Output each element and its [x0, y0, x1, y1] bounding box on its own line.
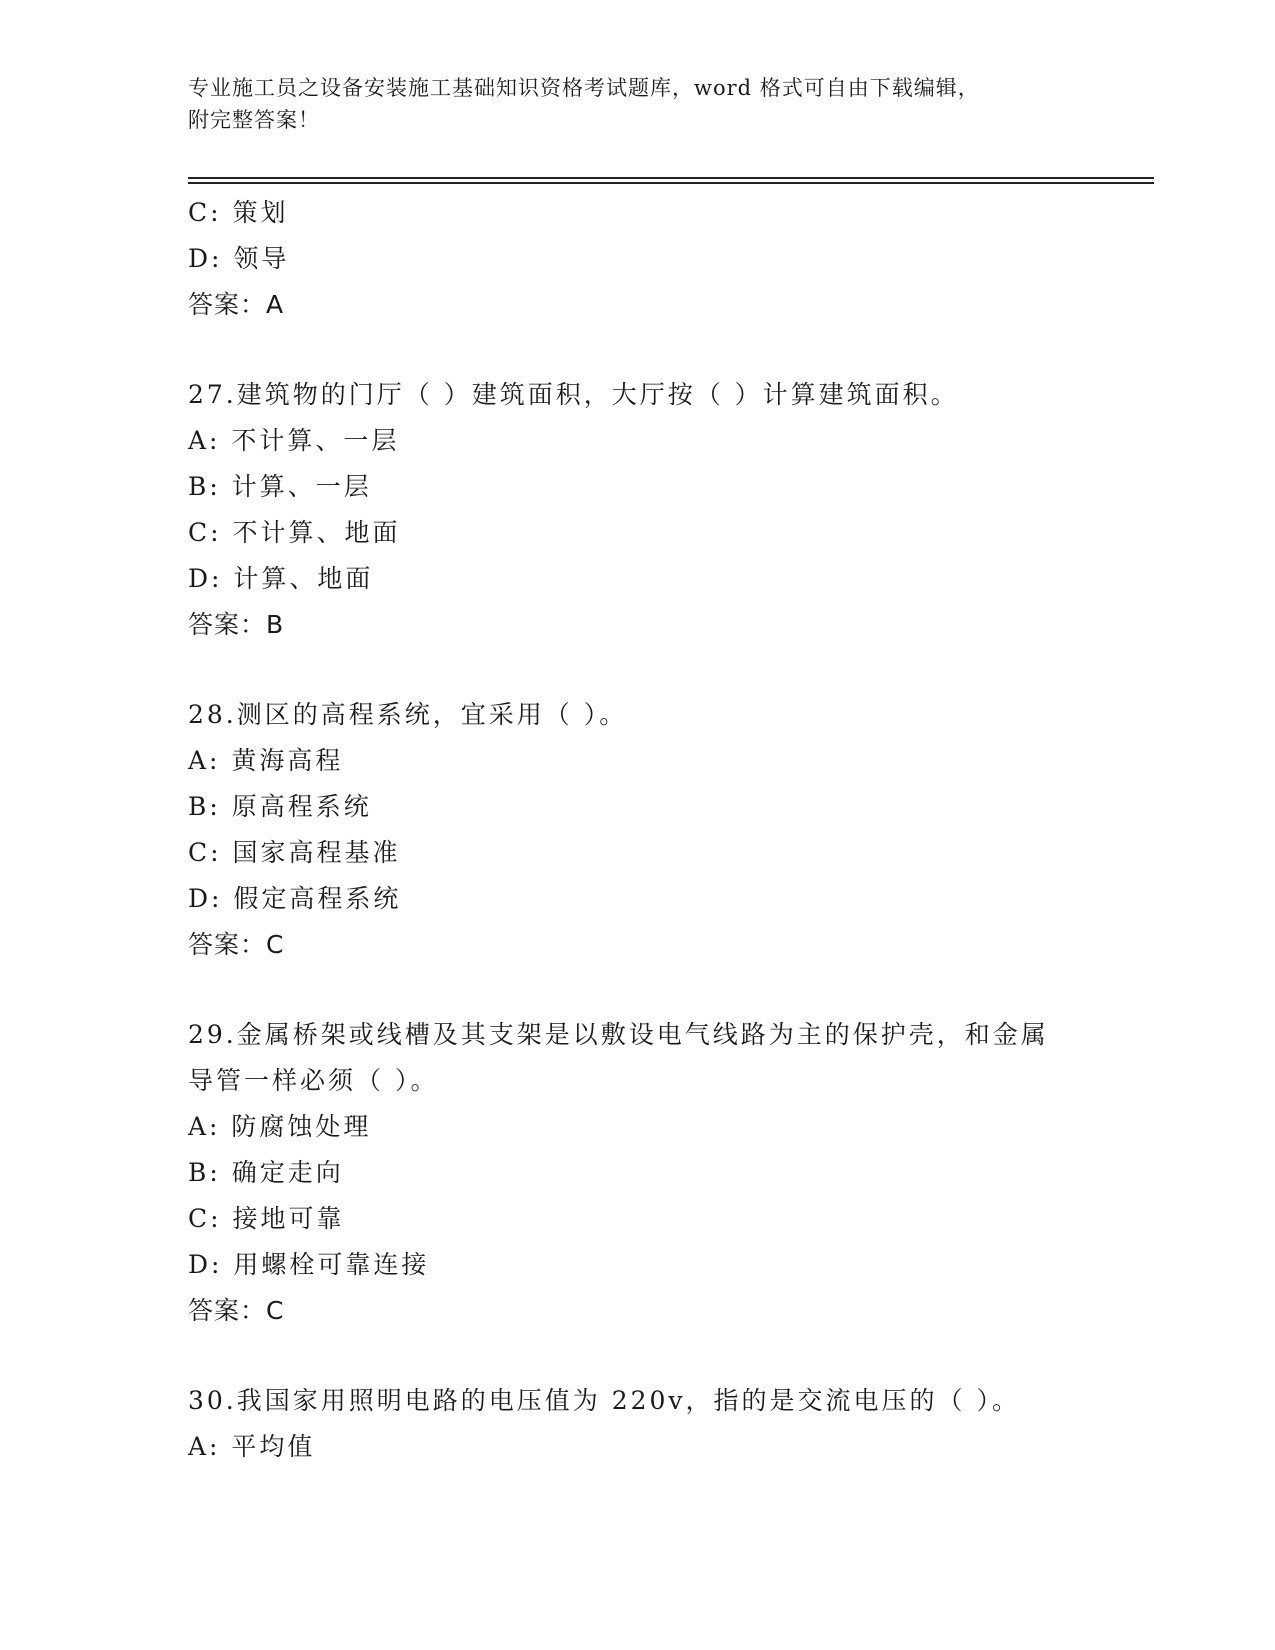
option-c: C: 不计算、地面 [188, 518, 401, 547]
spacer [188, 1334, 1108, 1378]
question-26-partial [188, 190, 1108, 328]
option-b: B: 确定走向 [188, 1158, 344, 1187]
question-stem: 28.测区的高程系统，宜采用（ ）。 [188, 700, 628, 729]
spacer [188, 328, 1108, 372]
question-30 [188, 1378, 1108, 1470]
header-divider-top [188, 177, 1154, 179]
answer-text: 答案：C [188, 1296, 285, 1325]
question-list [188, 190, 1108, 1470]
option-a: A: 不计算、一层 [188, 426, 400, 455]
header-line-1: 专业施工员之设备安装施工基础知识资格考试题库，word 格式可自由下载编辑， [188, 76, 980, 100]
question-28 [188, 692, 1108, 968]
question-stem: 27.建筑物的门厅（ ）建筑面积，大厅按（ ）计算建筑面积。 [188, 380, 959, 409]
option-c: C: 接地可靠 [188, 1204, 345, 1233]
option-c: C: 国家高程基准 [188, 838, 401, 867]
question-stem: 30.我国家用照明电路的电压值为 220v，指的是交流电压的（ ）。 [188, 1386, 1020, 1415]
option-d: D: 用螺栓可靠连接 [188, 1250, 430, 1279]
option-a: A: 黄海高程 [188, 746, 344, 775]
header-line-2: 附完整答案！ [188, 108, 320, 132]
option-d: D: 领导 [188, 244, 290, 273]
header-divider-bottom [188, 182, 1154, 184]
option-a: A: 平均值 [188, 1432, 316, 1461]
spacer [188, 648, 1108, 692]
option-c: C: 策划 [188, 198, 289, 227]
question-stem-line-1: 29.金属桥架或线槽及其支架是以敷设电气线路为主的保护壳，和金属 [188, 1020, 1049, 1049]
spacer [188, 968, 1108, 1012]
question-29 [188, 1012, 1108, 1334]
document-header [188, 72, 1068, 136]
option-d: D: 计算、地面 [188, 564, 374, 593]
option-d: D: 假定高程系统 [188, 884, 402, 913]
option-b: B: 原高程系统 [188, 792, 372, 821]
option-a: A: 防腐蚀处理 [188, 1112, 372, 1141]
answer-text: 答案：A [188, 290, 285, 319]
answer-text: 答案：C [188, 930, 285, 959]
question-stem-line-2: 导管一样必须（ ）。 [188, 1066, 439, 1095]
answer-text: 答案：B [188, 610, 285, 639]
question-27 [188, 372, 1108, 648]
option-b: B: 计算、一层 [188, 472, 372, 501]
